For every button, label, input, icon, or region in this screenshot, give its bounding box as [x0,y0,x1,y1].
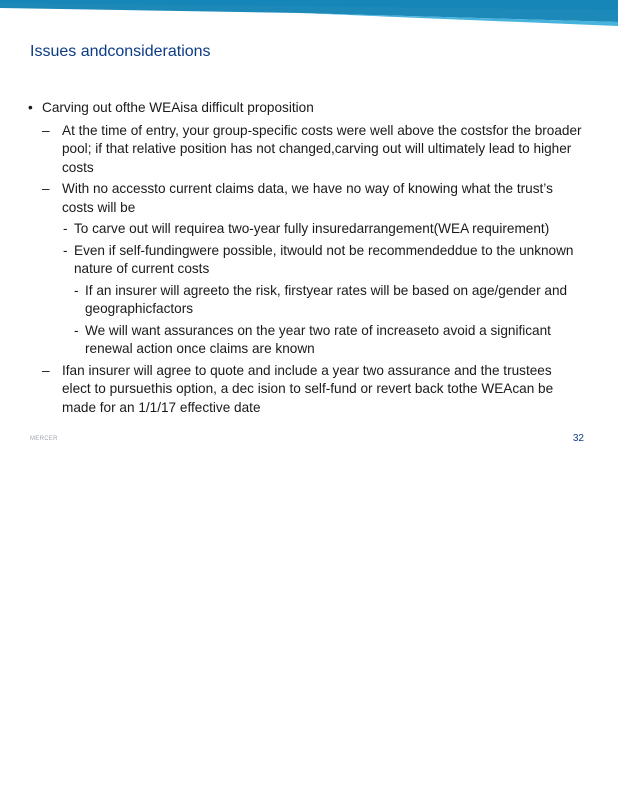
mercer-logo: MERCER [30,436,58,442]
hyphen-marker: - [74,282,79,298]
hyphen-marker: - [63,221,68,236]
fourth-level-item [28,282,584,319]
sub-bullet-item [28,180,584,217]
fourth-level-item [28,322,584,359]
bullet-item [28,99,584,118]
fourth-level-text: We will want assurances on the year two rate of increaseto avoid a significant renewal action once claims are known [85,322,551,356]
dash-marker: – [42,122,50,138]
bullet-marker: • [28,100,33,115]
slide-title: Issues andconsiderations [30,43,211,60]
third-level-text: To carve out will requirea two-year fully insuredarrangement(WEA requirement) [74,221,550,236]
dash-marker: – [42,181,50,196]
hyphen-marker: - [63,242,68,258]
sub-bullet-item [28,362,584,418]
hyphen-marker: - [74,322,79,338]
fourth-level-text: If an insurer will agreeto the risk, firstyear rates will be based on age/gender and geographicfactors [85,282,568,316]
header-band-dark [0,0,618,22]
header-band [0,0,618,26]
third-level-item [28,242,584,279]
sub-bullet-text: At the time of entry, your group-specific costs were well above the costsfor the broader pool; if that relative position has not changed,carving out will ultimately lead to higher costs [62,122,582,175]
sub-bullet-text: Ifan insurer will agree to quote and include a year two assurance and the trustees elect to pursuethis option, a dec ision to self-fund or revert back tothe WEAcan be made for an 1/1/17 effective date [62,362,554,415]
bullet-text: Carving out ofthe WEAisa difficult proposition [42,100,314,115]
third-level-text: Even if self-fundingwere possible, itwould not be recommendeddue to the unknown nature of current costs [74,242,574,276]
slide-content [28,99,584,420]
sub-bullet-item [28,122,584,178]
dash-marker: – [42,362,50,378]
sub-bullet-text: With no accessto current claims data, we have no way of knowing what the trust’s costs will be [62,181,553,215]
page-number: 32 [572,433,584,444]
third-level-item [28,220,584,239]
